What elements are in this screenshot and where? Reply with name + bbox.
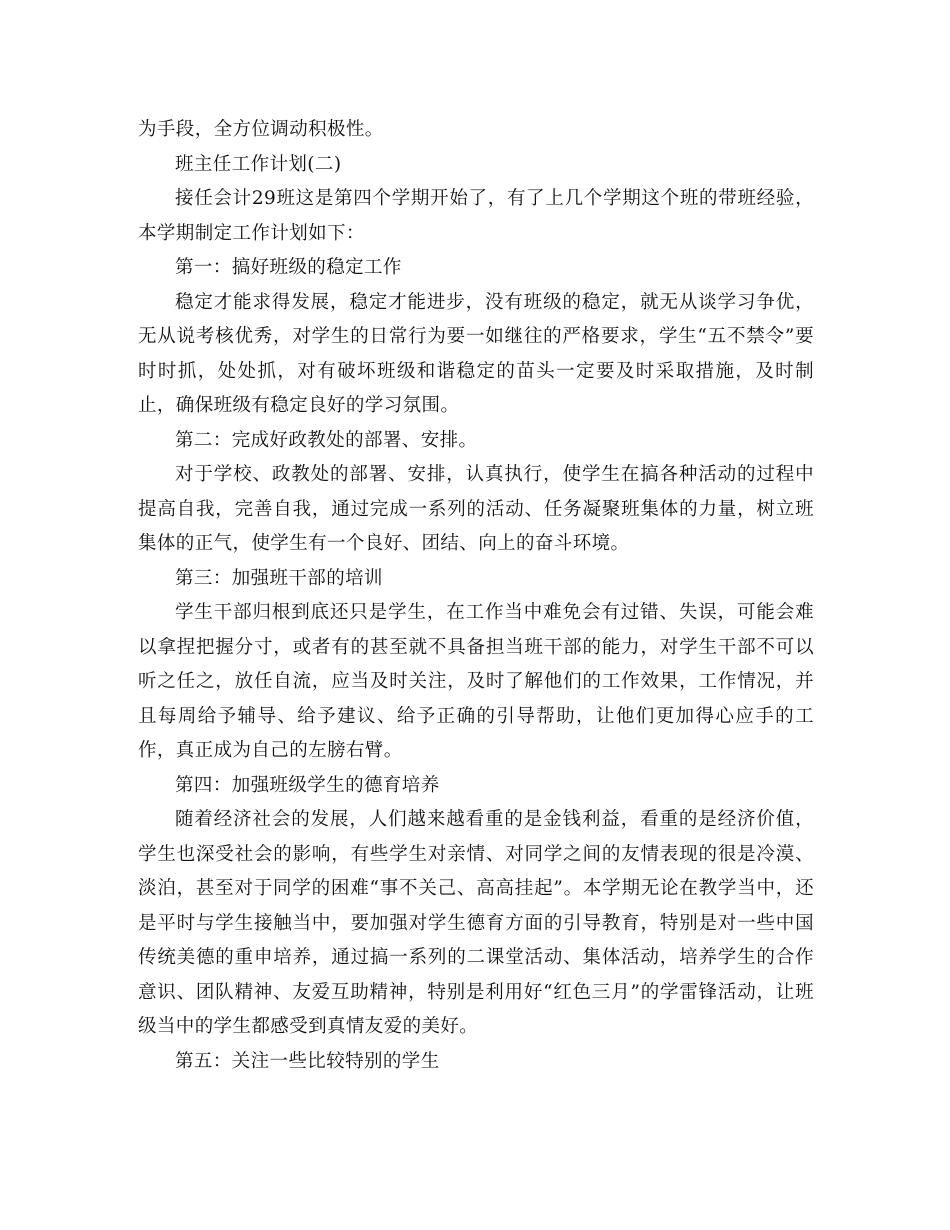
paragraph-first: 稳定才能求得发展，稳定才能进步，没有班级的稳定，就无从谈学习争优，无从说考核优秀，对学生的日常行为要一如继往的严格要求，学生“五不禁令”要时时抓，处处抓，对有破坏班级和谐稳定的苗头一定要及时采取措施，及时制止，确保班级有稳定良好的学习氛围。 [138,291,814,416]
heading-third: 第三：加强班干部的培训 [175,567,383,589]
heading-second: 第二：完成好政教处的部署、安排。 [175,429,478,451]
document-body [138,113,814,1079]
paragraph-intro: 接任会计29班这是第四个学期开始了，有了上几个学期这个班的带班经验，本学期制定工作计划如下： [138,188,814,244]
paragraph-fourth: 随着经济社会的发展，人们越来越看重的是金钱利益，看重的是经济价值，学生也深受社会的影响，有些学生对亲情、对同学之间的友情表现的很是冷漠、淡泊，甚至对于同学的困难“事不关己、高高挂起”。本学期无论在教学当中，还是平时与学生接触当中，要加强对学生德育方面的引导教育，特别是对一些中国传统美德的重申培养，通过搞一系列的二课堂活动、集体活动，培养学生的合作意识、团队精神、友爱互助精神，特别是利用好“红色三月”的学雷锋活动，让班级当中的学生都感受到真情友爱的美好。 [138,809,814,1037]
paragraph-second: 对于学校、政教处的部署、安排，认真执行，使学生在搞各种活动的过程中提高自我，完善自我，通过完成一系列的活动、任务凝聚班集体的力量，树立班集体的正气，使学生有一个良好、团结、向上的奋斗环境。 [138,464,814,554]
paragraph-continuation: 为手段，全方位调动积极性。 [138,119,384,140]
heading-fourth: 第四：加强班级学生的德育培养 [175,774,440,796]
paragraph-third: 学生干部归根到底还只是学生，在工作当中难免会有过错、失误，可能会难以拿捏把握分寸，或者有的甚至就不具备担当班干部的能力，对学生干部不可以听之任之，放任自流，应当及时关注，及时了解他们的工作效果，工作情况，并且每周给予辅导、给予建议、给予正确的引导帮助，让他们更加得心应手的工作，真正成为自己的左膀右臂。 [138,602,814,761]
heading-first: 第一：搞好班级的稳定工作 [175,257,402,278]
section-title: 班主任工作计划(二) [175,153,342,175]
heading-fifth: 第五：关注一些比较特别的学生 [175,1050,440,1072]
